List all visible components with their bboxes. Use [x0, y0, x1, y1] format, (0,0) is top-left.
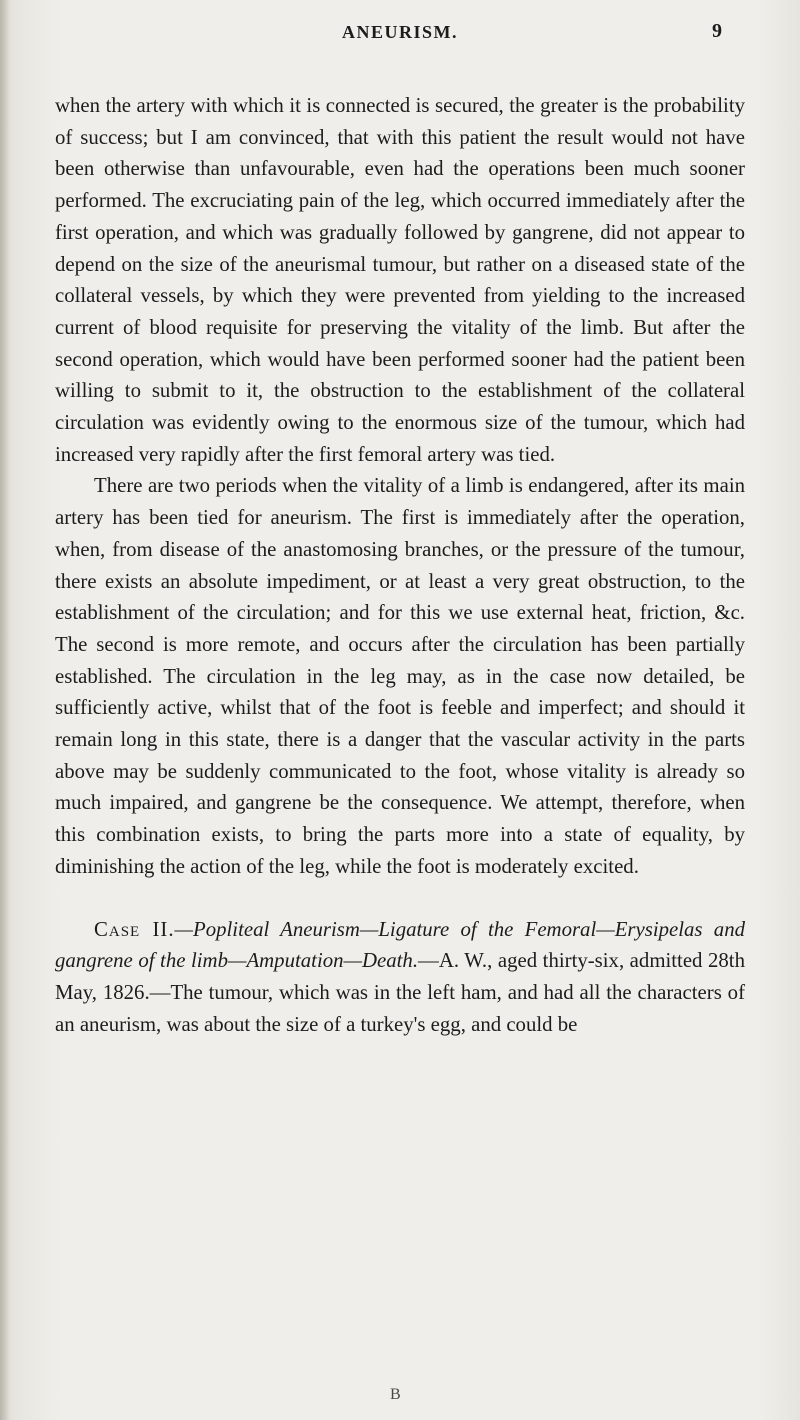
running-title: ANEURISM.: [341, 22, 458, 42]
paragraph-vitality-periods: There are two periods when the vitality of a limb is endangered, after its main artery has been tied for aneurism. The first is immediately after the operation, when, from disease of the anastomosing branches, or the pressure of the tumour, there exists an absolute impediment, or at least a very great obstruction, to the establishment of the circulation; and for this we use external heat, friction, &c. The second is more remote, and occurs after the circulation has been partially established. The circulation in the leg may, as in the case now detailed, be sufficiently active, whilst that of the foot is feeble and imperfect; and should it remain long in this state, there is a danger that the vascular activity in the parts above may be suddenly communicated to the foot, whose vitality is already so much impaired, and gangrene be the consequence. We attempt, therefore, when this combination exists, to bring the parts more into a state of equality, by diminishing the action of the leg, while the foot is moderately excited.: [55, 474, 745, 878]
case-label: Case II.: [94, 917, 175, 941]
case-title: —Popliteal Aneurism—Ligature of the Femoral—Erysipelas and gangrene of the limb—Amputation—Death.: [55, 917, 745, 973]
paragraph-continued: when the artery with which it is connected is secured, the greater is the probability of success; but I am convinced, that with this patient the result would not have been otherwise than unfavourable, even had the operations been much sooner performed. The excruciating pain of the leg, which occurred immediately after the first operation, and which was gradually followed by gangrene, did not appear to depend on the size of the aneurismal tumour, but rather on a diseased state of the collateral vessels, by which they were prevented from yielding to the increased current of blood requisite for preserving the vitality of the limb. But after the second operation, which would have been performed sooner had the patient been willing to submit to it, the obstruction to the establishment of the collateral circulation was evidently owing to the enormous size of the tumour, which had increased very rapidly after the first femoral artery was tied.: [55, 94, 745, 466]
binding-shadow: [0, 0, 10, 1420]
case-heading-paragraph: [55, 914, 745, 1041]
running-head: [0, 20, 800, 60]
signature-mark: B: [390, 1386, 401, 1403]
page-number: 9: [712, 20, 722, 42]
body-text: [55, 90, 745, 1040]
case-text: —A. W., aged thirty-six, admitted 28th May, 1826.—The tumour, which was in the left ham, and had all the characters of an aneurism, was about the size of a turkey's egg, and could be: [55, 949, 745, 1036]
